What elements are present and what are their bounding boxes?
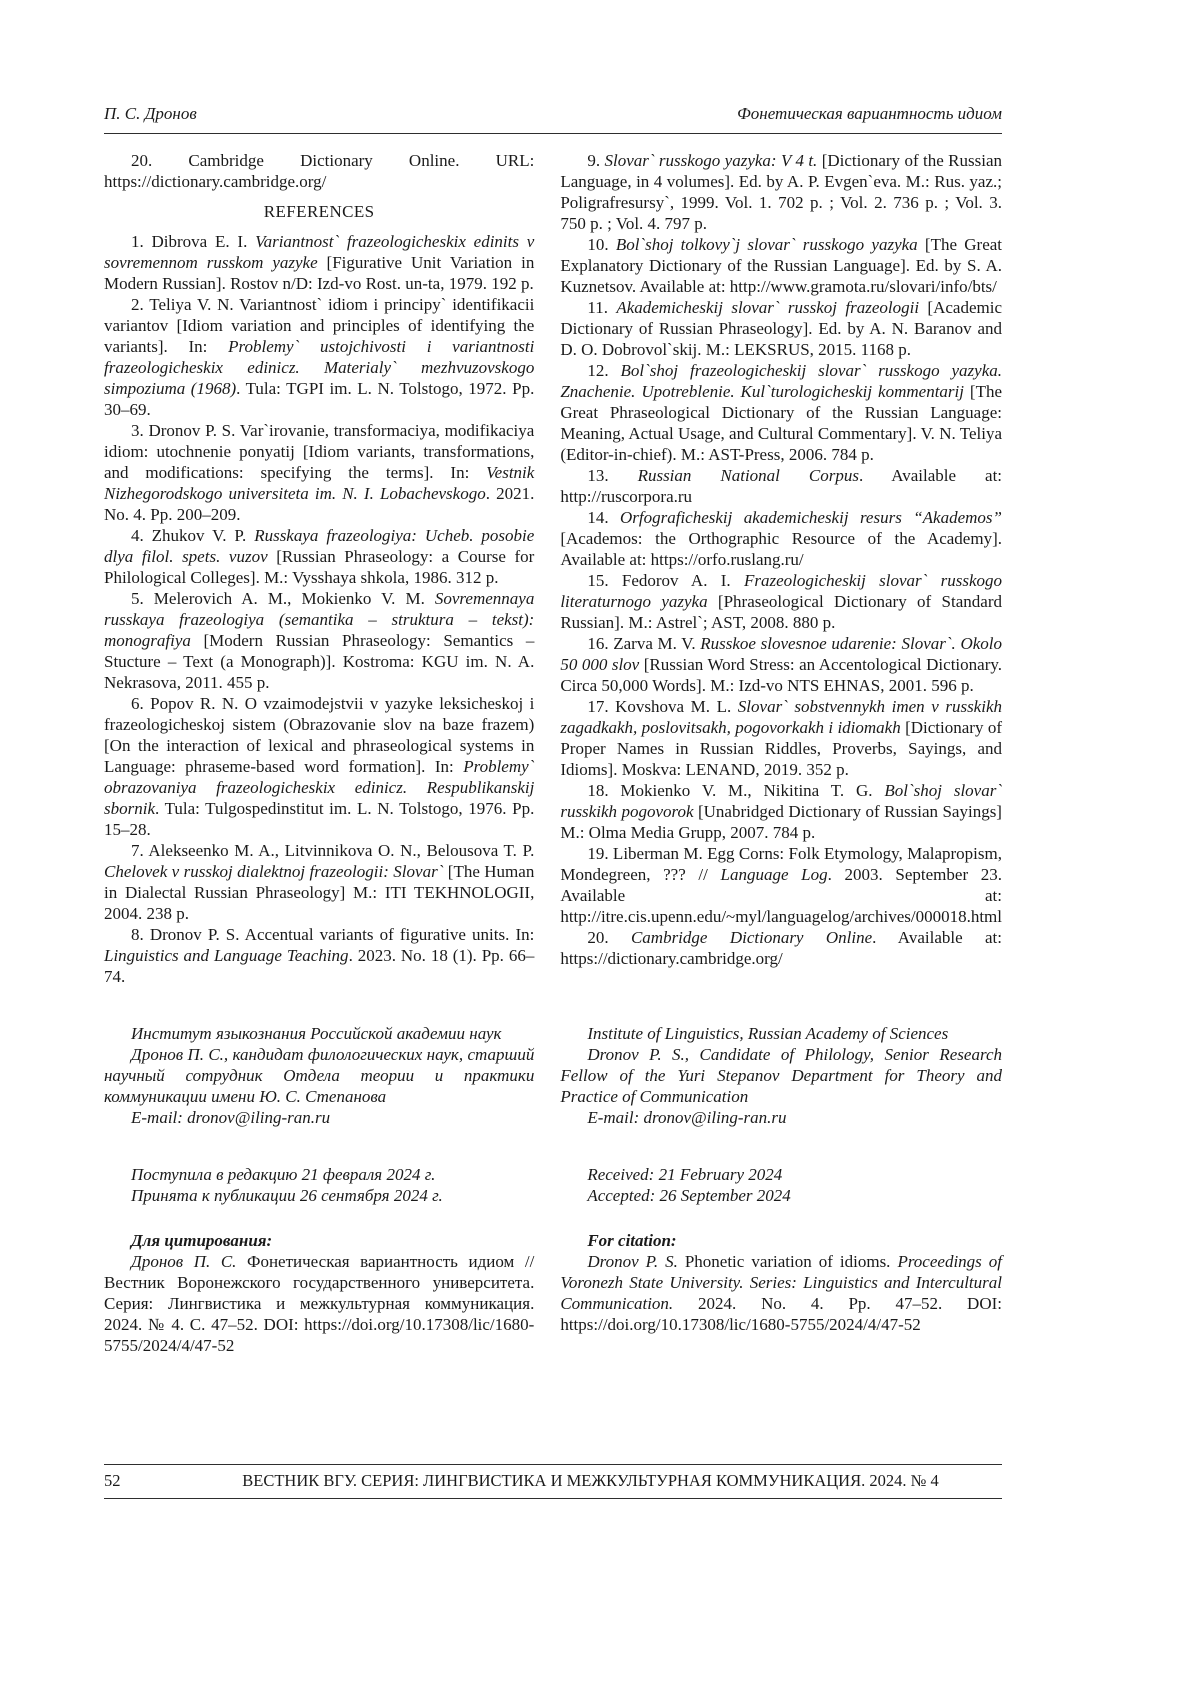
running-head [104,104,1002,134]
affiliation-email: E-mail: dronov@iling-ran.ru [131,1108,331,1127]
left-column-references [104,150,534,987]
affiliation-line: Институт языкознания Российской академии наук [131,1024,502,1043]
citation-heading: For citation: [587,1231,677,1250]
reference-item: 19. Liberman M. Egg Corns: Folk Etymology, Malapropism, Mondegreen, ??? // Language Log. 2003. September 23. Available at: http://itre.cis.upenn.edu/~myl/languagelog/archives/000018.html [560,844,1003,926]
reference-item: 17. Kovshova M. L. Slovar` sobstvennykh imen v russkikh zagadkakh, poslovitsakh, pogovorkakh i idiomakh [Dictionary of Proper Names in Russian Riddles, Proverbs, Sayings, and Idioms]. Moskva: LENAND, 2019. 352 p. [560,697,1002,779]
affiliation-ru [104,1023,534,1128]
page-number: 52 [104,1471,121,1490]
citation-body: Дронов П. С. Фонетическая вариантность идиом // Вестник Воронежского государственного университета. Серия: Лингвистика и межкультурная коммуникация. 2024. № 4. С. 47–52. DOI: https://doi.org/10.17308/lic/1680-5755/2024/4/47-52 [104,1252,535,1355]
reference-item: 1. Dibrova E. I. Variantnost` frazeologicheskix edinits v sovremennom russkom yazyke [Figurative Unit Variation in Modern Russian]. Rostov n/D: Izd-vo Rost. un-ta, 1979. 192 p. [104,232,535,293]
affiliation-en [560,1023,1002,1128]
reference-item: 11. Akademicheskij slovar` russkoj frazeologii [Academic Dictionary of Russian Phraseology]. Ed. by A. N. Baranov and D. O. Dobrovol`skij. M.: LEKSRUS, 2015. 1168 p. [560,298,1002,359]
affiliation-email: E-mail: dronov@iling-ran.ru [587,1108,787,1127]
reference-item: 16. Zarva M. V. Russkoe slovesnoe udarenie: Slovar`. Okolo 50 000 slov [Russian Word Stress: an Accentological Dictionary. Circa 50,000 Words]. M.: Izd-vo NTS EHNAS, 2001. 596 p. [560,634,1002,695]
reference-item: 8. Dronov P. S. Accentual variants of figurative units. In: Linguistics and Language Teaching. 2023. No. 18 (1). Pp. 66–74. [104,925,535,986]
reference-item: 5. Melerovich A. M., Mokienko V. M. Sovremennaya russkaya frazeologiya (semantika – struktura – tekst): monografiya [Modern Russian Phraseology: Semantics – Stucture – Text (a Monograph)]. Kostroma: KGU im. N. A. Nekrasova, 2011. 455 p. [104,589,535,692]
reference-item: 6. Popov R. N. O vzaimodejstvii v yazyke leksicheskoj i frazeologicheskoj sistem (Obrazovanie slov na baze frazem) [On the interaction of lexical and phraseological systems in Language: phraseme-based word formation]. In: Problemy` obrazovaniya frazeologicheskix edinicz. Respublikanskij sbornik. Tula: Tulgospedinstitut im. L. N. Tolstogo, 1976. Pp. 15–28. [104,694,535,839]
accepted-date: Accepted: 26 September 2024 [587,1186,791,1205]
citation-body: Dronov P. S. Phonetic variation of idioms. Proceedings of Voronezh State University. Series: Linguistics and Intercultural Communication. 2024. No. 4. Pp. 47–52. DOI: https://doi.org/10.17308/lic/1680-5755/2024/4/47-52 [560,1252,1003,1334]
reference-item-carryover: 20. Cambridge Dictionary Online. URL: https://dictionary.cambridge.org/ [104,151,535,191]
reference-item: 14. Orfograficheskij akademicheskij resurs “Akademos” [Academos: the Orthographic Resource of the Academy]. Available at: https://orfo.ruslang.ru/ [560,508,1002,569]
dates-ru [104,1164,534,1206]
affiliation-line: Institute of Linguistics, Russian Academy of Sciences [587,1024,949,1043]
reference-item: 10. Bol`shoj tolkovy`j slovar` russkogo yazyka [The Great Explanatory Dictionary of the Russian Language]. Ed. by S. A. Kuznetsov. Available at: http://www.gramota.ru/slovari/info/bts/ [560,235,1003,296]
dates-en [560,1164,1002,1206]
reference-item: 3. Dronov P. S. Var`irovanie, transformaciya, modifikaciya idiom: utochnenie ponyatij [Idiom variants, transformations, and modifications: specifying the terms]. In: Vestnik Nizhegorodskogo universiteta im. N. I. Lobachevskogo. 2021. No. 4. Pp. 200–209. [104,421,535,524]
reference-item: 12. Bol`shoj frazeologicheskij slovar` russkogo yazyka. Znachenie. Upotreblenie. Kul`turologicheskij kommentarij [The Great Phraseological Dictionary of the Russian Language: Meaning, Actual Usage, and Cultural Commentary]. V. N. Teliya (Editor-in-chief). M.: AST-Press, 2006. 784 p. [560,361,1002,464]
two-column-body [104,150,1002,1356]
running-head-title: Фонетическая вариантность идиом [737,104,1002,123]
page-footer [104,1464,1002,1499]
reference-item: 18. Mokienko V. M., Nikitina T. G. Bol`shoj slovar` russkikh pogovorok [Unabridged Dictionary of Russian Sayings] M.: Olma Media Grupp, 2007. 784 p. [560,781,1002,842]
reference-item: 7. Alekseenko M. A., Litvinnikova O. N., Belousova T. P. Chelovek v russkoj dialektnoj frazeologii: Slovar` [The Human in Dialectal Russian Phraseology] M.: ITI TEKHNOLOGII, 2004. 238 p. [104,841,535,923]
affiliation-line: Dronov P. S., Candidate of Philology, Senior Research Fellow of the Yuri Stepanov Department for Theory and Practice of Communication [560,1045,1002,1106]
affiliation-line: Дронов П. С., кандидат филологических наук, старший научный сотрудник Отдела теории и практики коммуникации имени Ю. С. Степанова [104,1045,535,1106]
reference-item: 9. Slovar` russkogo yazyka: V 4 t. [Dictionary of the Russian Language, in 4 volumes]. Ed. by A. P. Evgen`eva. M.: Rus. yaz.; Poligrafresursy`, 1999. Vol. 1. 702 p. ; Vol. 2. 736 p. ; Vol. 3. 750 p. ; Vol. 4. 797 p. [560,151,1002,233]
journal-title: ВЕСТНИК ВГУ. СЕРИЯ: ЛИНГВИСТИКА И МЕЖКУЛЬТУРНАЯ КОММУНИКАЦИЯ. 2024. № 4 [242,1471,939,1490]
reference-item: 13. Russian National Corpus. Available at: http://ruscorpora.ru [560,466,1003,506]
citation-ru [104,1230,534,1356]
received-date: Received: 21 February 2024 [587,1165,783,1184]
reference-item: 2. Teliya V. N. Variantnost` idiom i principy` identifikacii variantov [Idiom variation and principles of identifying the variants]. In: Problemy` ustojchivosti i variantnosti frazeologicheskix edinicz. Materialy` mezhvuzovskogo simpoziuma (1968). Tula: TGPI im. L. N. Tolstogo, 1972. Pp. 30–69. [104,295,535,419]
accepted-date: Принята к публикации 26 сентября 2024 г. [131,1186,443,1205]
page-content [104,104,1002,1356]
received-date: Поступила в редакцию 21 февраля 2024 г. [131,1165,436,1184]
reference-item: 15. Fedorov A. I. Frazeologicheskij slovar` russkogo literaturnogo yazyka [Phraseological Dictionary of Standard Russian]. M.: Astrel`; AST, 2008. 880 p. [560,571,1002,632]
right-column-references [560,150,1002,987]
citation-en [560,1230,1002,1356]
reference-item: 20. Cambridge Dictionary Online. Available at: https://dictionary.cambridge.org/ [560,928,1002,968]
reference-item: 4. Zhukov V. P. Russkaya frazeologiya: Ucheb. posobie dlya filol. spets. vuzov [Russian Phraseology: a Course for Philological Colleges]. M.: Vysshaya shkola, 1986. 312 p. [104,526,535,587]
running-head-author: П. С. Дронов [104,104,197,123]
references-heading: REFERENCES [263,202,375,221]
citation-heading: Для цитирования: [131,1231,273,1250]
